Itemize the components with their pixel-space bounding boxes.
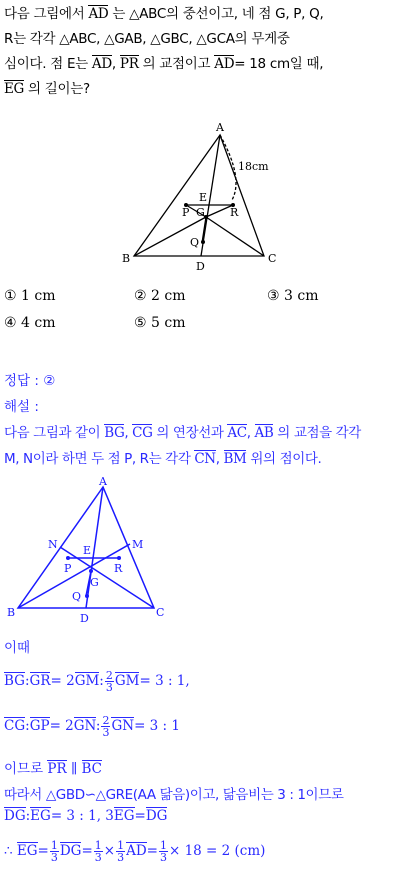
label-r: R	[114, 562, 123, 575]
choice-2[interactable]: ② 2 cm	[134, 288, 186, 304]
label-p: P	[182, 206, 190, 219]
question-line-2: R는 각각 △ABC, △GAB, △GBC, △GCA의 무게중	[4, 31, 290, 47]
label-d: D	[80, 612, 89, 622]
triangle-figure-1	[112, 118, 292, 278]
solution-header: 해설 :	[4, 399, 39, 415]
derivation-then: 이때	[4, 640, 31, 656]
question-text	[4, 2, 396, 102]
label-b: B	[7, 606, 16, 619]
solution-line-1: 다음 그림과 같이 BG, CG 의 연장선과 AC, AB 의 교점을 각각	[4, 425, 361, 441]
label-a: A	[216, 121, 224, 134]
answer-value: ②	[43, 373, 56, 389]
ratio-line-2: CG:GP= 2GN: $\frac{2}{3}$ GN= 3 : 1	[4, 714, 180, 739]
ratio-line-3: DG:EG= 3 : 1, 3EG=DG	[4, 808, 168, 824]
label-e: E	[199, 191, 208, 204]
label-d: D	[196, 260, 205, 273]
label-b: B	[122, 252, 131, 265]
segment-pr: PR	[119, 56, 139, 72]
choice-1[interactable]: ① 1 cm	[4, 288, 56, 304]
label-c: C	[156, 606, 165, 619]
label-g: G	[90, 576, 99, 589]
question-line-4: EG 의 길이는?	[4, 81, 90, 97]
segment-ad: AD	[88, 6, 109, 22]
label-q: Q	[72, 590, 82, 603]
choice-4[interactable]: ④ 4 cm	[4, 315, 56, 331]
final-line: ∴ EG= $\frac{1}{3}$ DG= $\frac{1}{3}$ × $\frac{1}{3}$ AD= $\frac{1}{3}$ × 18 = 2 (cm)	[4, 839, 266, 864]
question-line-1: 다음 그림에서 AD 는 △ABC의 중선이고, 네 점 G, P, Q,	[4, 6, 324, 22]
label-p: P	[64, 562, 72, 575]
solution-line-2: M, N이라 하면 두 점 P, R는 각각 CN, BM 위의 점이다.	[4, 451, 322, 467]
label-m: M	[132, 538, 144, 551]
choice-5[interactable]: ⑤ 5 cm	[134, 315, 186, 331]
ratio-line-1: BG:GR= 2GM: $\frac{2}{3}$ GM= 3 : 1,	[4, 669, 190, 694]
question-line-3: 심이다. 점 E는 AD, PR 의 교점이고 AD= 18 cm일 때,	[4, 56, 324, 72]
answer-line: 정답 : ②	[4, 373, 56, 389]
label-a: A	[99, 475, 107, 488]
choice-3[interactable]: ③ 3 cm	[267, 288, 319, 304]
segment-ad: AD	[214, 56, 235, 72]
length-label: 18cm	[238, 160, 269, 173]
label-g: G	[196, 206, 205, 219]
parallel-line: 이므로 PR ∥ BC	[4, 761, 103, 777]
label-c: C	[268, 252, 277, 265]
label-e: E	[83, 544, 92, 557]
segment-eg: EG	[4, 81, 25, 97]
similarity-line: 따라서 △GBD∽△GRE(AA 닮음)이고, 닮음비는 3 : 1이므로	[4, 787, 344, 803]
label-r: R	[230, 206, 239, 219]
segment-ad: AD	[91, 56, 112, 72]
triangle-figure-2	[6, 472, 176, 622]
solution	[4, 368, 396, 472]
label-n: N	[48, 538, 58, 551]
label-q: Q	[190, 236, 200, 249]
